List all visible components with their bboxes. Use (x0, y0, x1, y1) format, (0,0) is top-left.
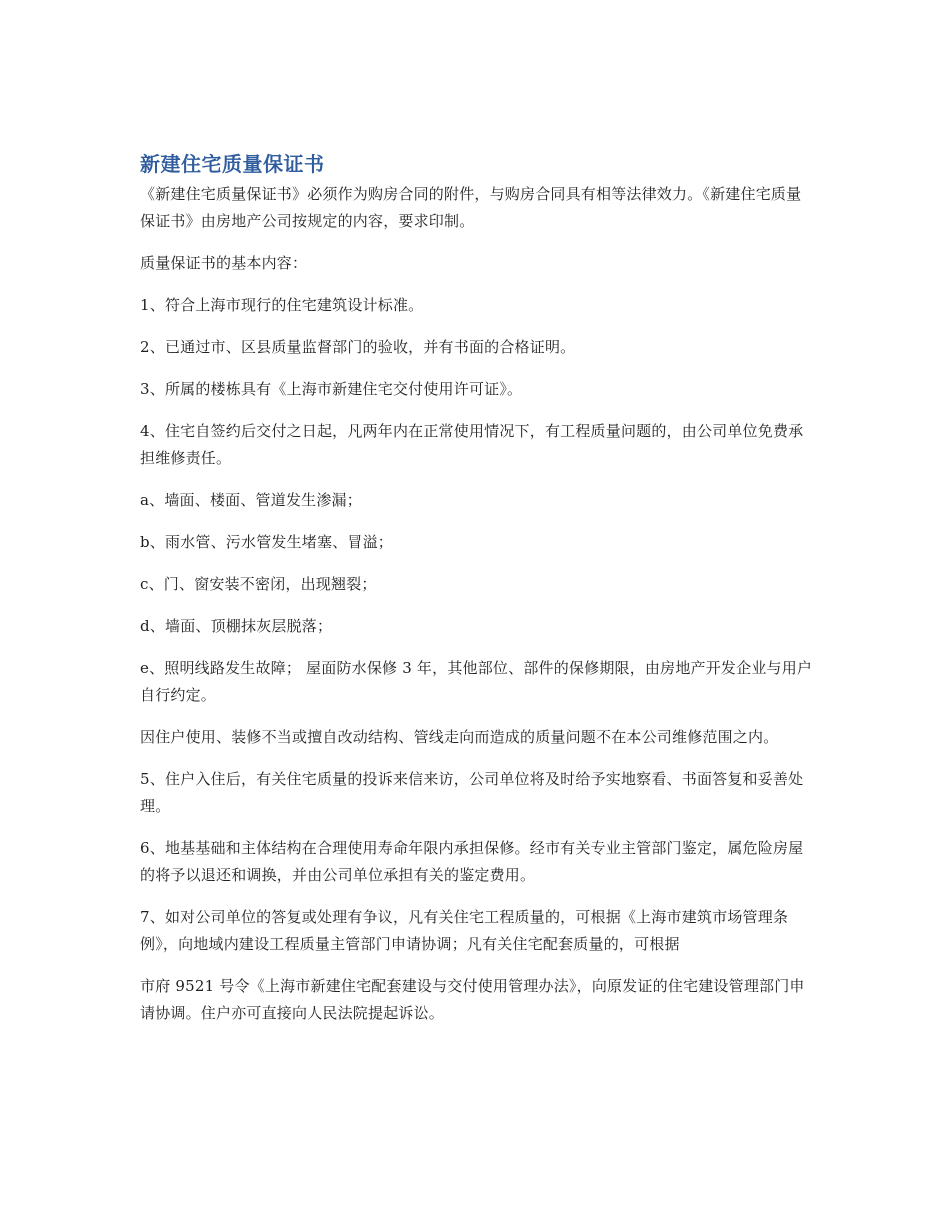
sub-clause-a: a、墙面、楼面、管道发生渗漏； (140, 491, 362, 509)
clause-4: 4、住宅自签约后交付之日起，凡两年内在正常使用情况下，有工程质量问题的，由公司单位免费承担维修责任。 (140, 422, 804, 467)
document-body (140, 148, 815, 1042)
section-heading: 质量保证书的基本内容： (140, 254, 308, 272)
intro-paragraph: 《新建住宅质量保证书》必须作为购房合同的附件，与购房合同具有相等法律效力。《新建住宅质量保证书》由房地产公司按规定的内容，要求印制。 (140, 185, 802, 230)
clause-1: 1、符合上海市现行的住宅建筑设计标准。 (140, 296, 424, 314)
clause-7-continued: 市府 9521 号令《上海市新建住宅配套建设与交付使用管理办法》，向原发证的住宅建设管理部门申请协调。住户亦可直接向人民法院提起诉讼。 (140, 977, 805, 1022)
sub-clause-e: e、照明线路发生故障； 屋面防水保修 3 年，其他部位、部件的保修期限，由房地产开发企业与用户自行约定。 (140, 659, 813, 704)
clause-2: 2、已通过市、区县质量监督部门的验收，并有书面的合格证明。 (140, 338, 576, 356)
clause-3: 3、所属的楼栋具有《上海市新建住宅交付使用许可证》。 (140, 380, 523, 398)
sub-clause-c: c、门、窗安装不密闭，出现翘裂； (140, 575, 377, 593)
document-title: 新建住宅质量保证书 (140, 152, 325, 176)
clause-5: 5、住户入住后，有关住宅质量的投诉来信来访，公司单位将及时给予实地察看、书面答复和妥善处理。 (140, 770, 804, 815)
clause-6: 6、地基基础和主体结构在合理使用寿命年限内承担保修。经市有关专业主管部门鉴定，属危险房屋的将予以退还和调换，并由公司单位承担有关的鉴定费用。 (140, 839, 804, 884)
sub-clause-b: b、雨水管、污水管发生堵塞、冒溢； (140, 533, 394, 551)
sub-clause-d: d、墙面、顶棚抹灰层脱落； (140, 617, 333, 635)
exclusion-paragraph: 因住户使用、装修不当或擅自改动结构、管线走向而造成的质量问题不在本公司维修范围之内。 (140, 728, 779, 746)
clause-7: 7、如对公司单位的答复或处理有争议，凡有关住宅工程质量的，可根据《上海市建筑市场管理条例》，向地域内建设工程质量主管部门申请协调；凡有关住宅配套质量的，可根据 (140, 908, 789, 953)
